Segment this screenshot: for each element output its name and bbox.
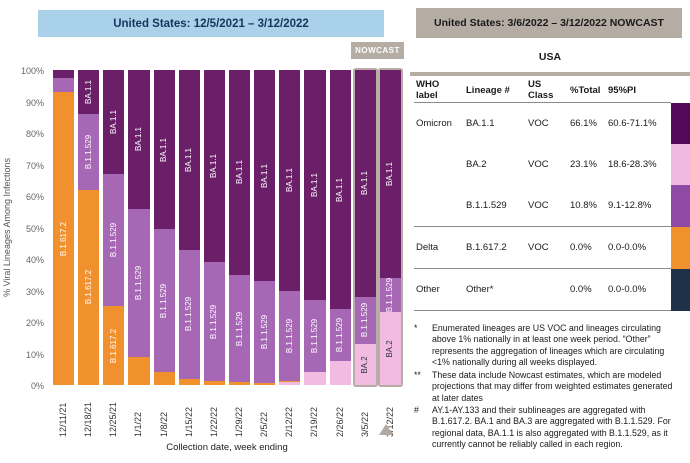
y-tick-label: 70% xyxy=(25,160,44,171)
x-tick-label: 12/18/21 xyxy=(83,401,94,437)
segment-label: BA.1.1 xyxy=(184,147,194,172)
footnote-text: AY.1-AY.133 and their sublineages are aggregated with B.1.617.2. BA.1 and BA.3 are aggregated with B.1.1.529. For regional data, BA.1.1 is also aggregated with B.1.1.529, as it currently cannot be reliably called in each region. xyxy=(432,404,671,450)
table-cell: Other xyxy=(414,269,464,311)
segment-label: B.1.1.529 xyxy=(335,317,345,353)
segment-label: B.1.1.529 xyxy=(309,318,319,353)
x-axis-ticks xyxy=(51,389,403,437)
chart-title-banner xyxy=(38,10,384,37)
nowcast-tag-label: NOWCAST xyxy=(355,46,400,55)
table-header-row xyxy=(414,78,690,103)
footnote-marker: # xyxy=(414,404,419,415)
footnote-text: These data include Nowcast estimates, which are modeled projections that may differ from weighted estimates generated at later dates xyxy=(432,369,673,403)
bar-segment-B.1.1.529[interactable] xyxy=(279,291,300,381)
table-cell: Delta xyxy=(414,227,464,269)
table-cell: B.1.617.2 xyxy=(464,227,526,269)
bar-segment-B.1.1.529[interactable] xyxy=(179,250,200,379)
segment-label: BA.1.1 xyxy=(234,160,244,185)
x-tick-label: 2/26/22 xyxy=(334,406,345,437)
bar-12/11/21[interactable] xyxy=(53,70,74,385)
y-tick-label: 50% xyxy=(25,223,44,234)
lineage-color-swatch xyxy=(671,103,690,145)
lineage-color-swatch xyxy=(671,144,690,185)
bar-segment-BA.1.1[interactable] xyxy=(254,70,275,281)
bar-segment-BA.1.1[interactable] xyxy=(355,70,376,297)
x-tick-label: 1/1/22 xyxy=(133,411,144,437)
table-column-header: %Total xyxy=(568,78,606,103)
bar-segment-BA.2[interactable] xyxy=(380,312,401,385)
bar-segment-BA.1.1[interactable] xyxy=(380,70,401,278)
bar-1/8/22[interactable] xyxy=(154,70,175,385)
table-row xyxy=(414,103,690,145)
lineage-color-swatch xyxy=(671,227,690,269)
bar-segment-B.1.1.529[interactable] xyxy=(154,229,175,372)
footnote xyxy=(414,323,680,369)
y-tick-label: 80% xyxy=(25,129,44,139)
bar-segment-B.1.1.529[interactable] xyxy=(128,209,149,357)
table-cell xyxy=(414,185,464,227)
bar-segment-B.1.617.2[interactable] xyxy=(103,306,124,385)
segment-label: BA.1.1 xyxy=(385,162,395,187)
bar-2/5/22[interactable] xyxy=(254,70,275,385)
segment-label: B.1.1.529 xyxy=(234,311,244,346)
bar-segment-BA.2[interactable] xyxy=(304,372,325,385)
segment-label: BA.1.1 xyxy=(284,168,294,193)
table-cell: Other* xyxy=(464,269,526,311)
nowcast-title-banner xyxy=(416,8,682,38)
y-tick-label: 60% xyxy=(25,192,44,202)
table-row xyxy=(414,269,690,311)
divider xyxy=(410,72,690,76)
bar-segment-BA.1.1[interactable] xyxy=(179,70,200,250)
chart-title: United States: 12/5/2021 – 3/12/2022 xyxy=(113,17,309,30)
table-cell: 66.1% xyxy=(570,118,597,129)
table-cell: 0.0% xyxy=(568,269,606,311)
bar-segment-B.1.617.2[interactable] xyxy=(204,381,225,385)
bar-segment-BA.2[interactable] xyxy=(355,344,376,385)
bar-2/12/22[interactable] xyxy=(279,70,300,385)
table-cell: 60.6-71.1% xyxy=(608,118,657,129)
segment-label: B.1.1.529 xyxy=(159,283,169,318)
segment-label: B.1.1.529 xyxy=(360,303,370,338)
bar-segment-BA.1.1[interactable] xyxy=(229,70,250,275)
footnote-marker: ** xyxy=(414,369,421,380)
segment-label: BA.1.1 xyxy=(309,172,319,198)
bar-segment-BA.1.1[interactable] xyxy=(330,70,351,309)
bar-segment-B.1.1.529[interactable] xyxy=(103,174,124,306)
table-cell: 23.1% xyxy=(570,159,597,170)
bar-1/22/22[interactable] xyxy=(204,70,225,385)
bar-segment-B.1.617.2[interactable] xyxy=(229,382,250,385)
table-cell: B.1.1.529 xyxy=(466,200,507,211)
table-row xyxy=(414,144,690,185)
table-cell: 0.0% xyxy=(568,227,606,269)
bar-1/1/22[interactable] xyxy=(128,70,149,385)
bar-1/15/22[interactable] xyxy=(179,70,200,385)
segment-label: B.1.1.529 xyxy=(284,318,294,353)
bar-segment-B.1.1.529[interactable] xyxy=(330,309,351,360)
segment-label: B.1.1.529 xyxy=(259,314,269,350)
bar-segment-B.1.1.529[interactable] xyxy=(53,78,74,92)
x-tick-label: 3/12/22 xyxy=(384,406,395,437)
bar-segment-BA.1.1[interactable] xyxy=(103,70,124,174)
bar-segment-B.1.1.529[interactable] xyxy=(304,300,325,372)
bar-segment-BA.1.1[interactable] xyxy=(154,70,175,229)
table-cell: VOC xyxy=(528,159,549,170)
x-tick-label: 2/19/22 xyxy=(309,406,320,437)
segment-label: BA.1.1 xyxy=(83,80,93,105)
bar-3/5/22[interactable] xyxy=(355,70,376,385)
bar-segment-B.1.1.529[interactable] xyxy=(254,281,275,383)
segment-label: B.1.617.2 xyxy=(83,270,93,305)
y-tick-label: 0% xyxy=(30,381,44,391)
segment-label: B.1.1.529 xyxy=(83,134,93,170)
table-column-header: WHO label xyxy=(414,78,464,103)
stacked-bar-plot xyxy=(51,70,403,385)
y-axis-ticks xyxy=(14,66,47,391)
table-cell: 0.0-0.0% xyxy=(606,269,671,311)
bar-segment-B.1.617.2[interactable] xyxy=(179,379,200,385)
bar-2/19/22[interactable] xyxy=(304,70,325,385)
y-tick-label: 100% xyxy=(20,66,44,76)
segment-label: B.1.1.529 xyxy=(184,297,194,332)
footnote xyxy=(414,370,680,404)
bar-segment-B.1.1.529[interactable] xyxy=(380,278,401,312)
segment-label: BA.1.1 xyxy=(108,109,118,134)
segment-label: B.1.1.529 xyxy=(108,222,118,258)
nowcast-tag xyxy=(351,42,404,59)
segment-label: BA.1.1 xyxy=(133,127,143,152)
table-body xyxy=(414,103,690,311)
table-cell xyxy=(414,144,464,185)
table-row xyxy=(414,227,690,269)
x-axis-title: Collection date, week ending xyxy=(166,442,288,453)
lineage-table xyxy=(414,78,690,311)
x-tick-label: 2/12/22 xyxy=(284,406,295,437)
segment-label: BA.1.1 xyxy=(259,163,269,188)
table-cell xyxy=(526,269,568,311)
bar-1/29/22[interactable] xyxy=(229,70,250,385)
bar-12/18/21[interactable] xyxy=(78,70,99,385)
footnotes xyxy=(414,323,680,451)
segment-label: B.1.1.529 xyxy=(133,265,143,300)
table-column-header: 95%PI xyxy=(606,78,671,103)
nowcast-title: United States: 3/6/2022 – 3/12/2022 NOWCAST xyxy=(434,17,664,29)
segment-label: BA.1.1 xyxy=(335,177,345,202)
y-tick-label: 40% xyxy=(25,255,44,265)
bar-segment-BA.1.1[interactable] xyxy=(53,70,74,78)
table-cell: 18.6-28.3% xyxy=(608,159,657,170)
bar-segment-B.1.617.2[interactable] xyxy=(128,357,149,385)
x-tick-label: 1/29/22 xyxy=(234,406,245,437)
footnote-text: Enumerated lineages are US VOC and lineages circulating above 1% nationally in at least one week period. “Other” represents the aggregation of lineages which are circulating <1% nationally during all weeks displayed. xyxy=(432,323,665,368)
bar-segment-BA.1.1[interactable] xyxy=(128,70,149,209)
table-column-header: US Class xyxy=(526,78,568,103)
bar-segment-BA.1.1[interactable] xyxy=(204,70,225,262)
nowcast-panel xyxy=(410,0,690,463)
bar-segment-BA.1.1[interactable] xyxy=(78,70,99,114)
segment-label: BA.1.1 xyxy=(360,171,370,196)
segment-label: B.1.617.2 xyxy=(108,328,118,363)
table-column-header: Lineage # xyxy=(464,78,526,103)
lineage-color-swatch xyxy=(671,269,690,311)
table-cell: 0.0-0.0% xyxy=(606,227,671,269)
bar-segment-BA.2[interactable] xyxy=(279,382,300,385)
x-tick-label: 1/15/22 xyxy=(183,406,194,437)
x-tick-label: 12/11/21 xyxy=(58,402,69,437)
segment-label: BA.1.1 xyxy=(209,154,219,179)
x-tick-label: 1/22/22 xyxy=(208,406,219,437)
x-tick-label: 2/5/22 xyxy=(259,411,270,437)
table-cell: 10.8% xyxy=(570,200,597,211)
y-tick-label: 90% xyxy=(25,97,44,108)
x-tick-label: 3/5/22 xyxy=(359,411,370,437)
footnote-marker: * xyxy=(414,323,418,333)
bar-segment-B.1.1.529[interactable] xyxy=(204,262,225,381)
segment-label: BA.2 xyxy=(360,355,370,374)
table-cell: 9.1-12.8% xyxy=(608,200,652,211)
segment-label: BA.2 xyxy=(385,339,395,358)
bar-segment-B.1.1.529[interactable] xyxy=(229,275,250,383)
segment-label: BA.1.1 xyxy=(159,137,169,162)
y-tick-label: 10% xyxy=(25,349,44,360)
x-tick-label: 1/8/22 xyxy=(158,411,169,437)
table-cell: BA.1.1 xyxy=(466,118,495,129)
bar-2/26/22[interactable] xyxy=(330,70,351,385)
x-tick-label: 12/25/21 xyxy=(108,401,119,437)
bar-12/25/21[interactable] xyxy=(103,70,124,385)
swatch-column-header xyxy=(671,78,690,103)
y-tick-label: 30% xyxy=(25,286,44,297)
bar-segment-B.1.617.2[interactable] xyxy=(53,92,74,385)
table-row xyxy=(414,185,690,227)
table-cell: VOC xyxy=(526,227,568,269)
table-cell: Omicron xyxy=(416,118,452,129)
bar-segment-B.1.617.2[interactable] xyxy=(78,190,99,385)
bar-3/12/22[interactable] xyxy=(380,70,401,385)
y-tick-label: 20% xyxy=(25,318,44,328)
segment-label: B.1.1.529 xyxy=(209,304,219,339)
nowcast-pointer-triangle-icon xyxy=(379,424,393,435)
lineage-color-swatch xyxy=(671,185,690,227)
bar-segment-B.1.1.529[interactable] xyxy=(78,114,99,190)
region-label: USA xyxy=(538,51,562,63)
bar-segment-B.1.1.529[interactable] xyxy=(355,297,376,344)
segment-label: B.1.1.529 xyxy=(385,278,395,313)
segment-label: B.1.617.2 xyxy=(58,221,68,256)
bar-segment-B.1.617.2[interactable] xyxy=(254,383,275,385)
bar-segment-BA.1.1[interactable] xyxy=(279,70,300,291)
bar-segment-BA.2[interactable] xyxy=(330,361,351,385)
footnote xyxy=(414,405,680,451)
table-cell: BA.2 xyxy=(466,159,487,170)
table-cell: VOC xyxy=(528,118,549,129)
bar-segment-BA.1.1[interactable] xyxy=(304,70,325,300)
table-cell: VOC xyxy=(528,200,549,211)
y-axis-title: % Viral Lineages Among Infections xyxy=(2,158,12,297)
bar-segment-B.1.617.2[interactable] xyxy=(154,372,175,385)
